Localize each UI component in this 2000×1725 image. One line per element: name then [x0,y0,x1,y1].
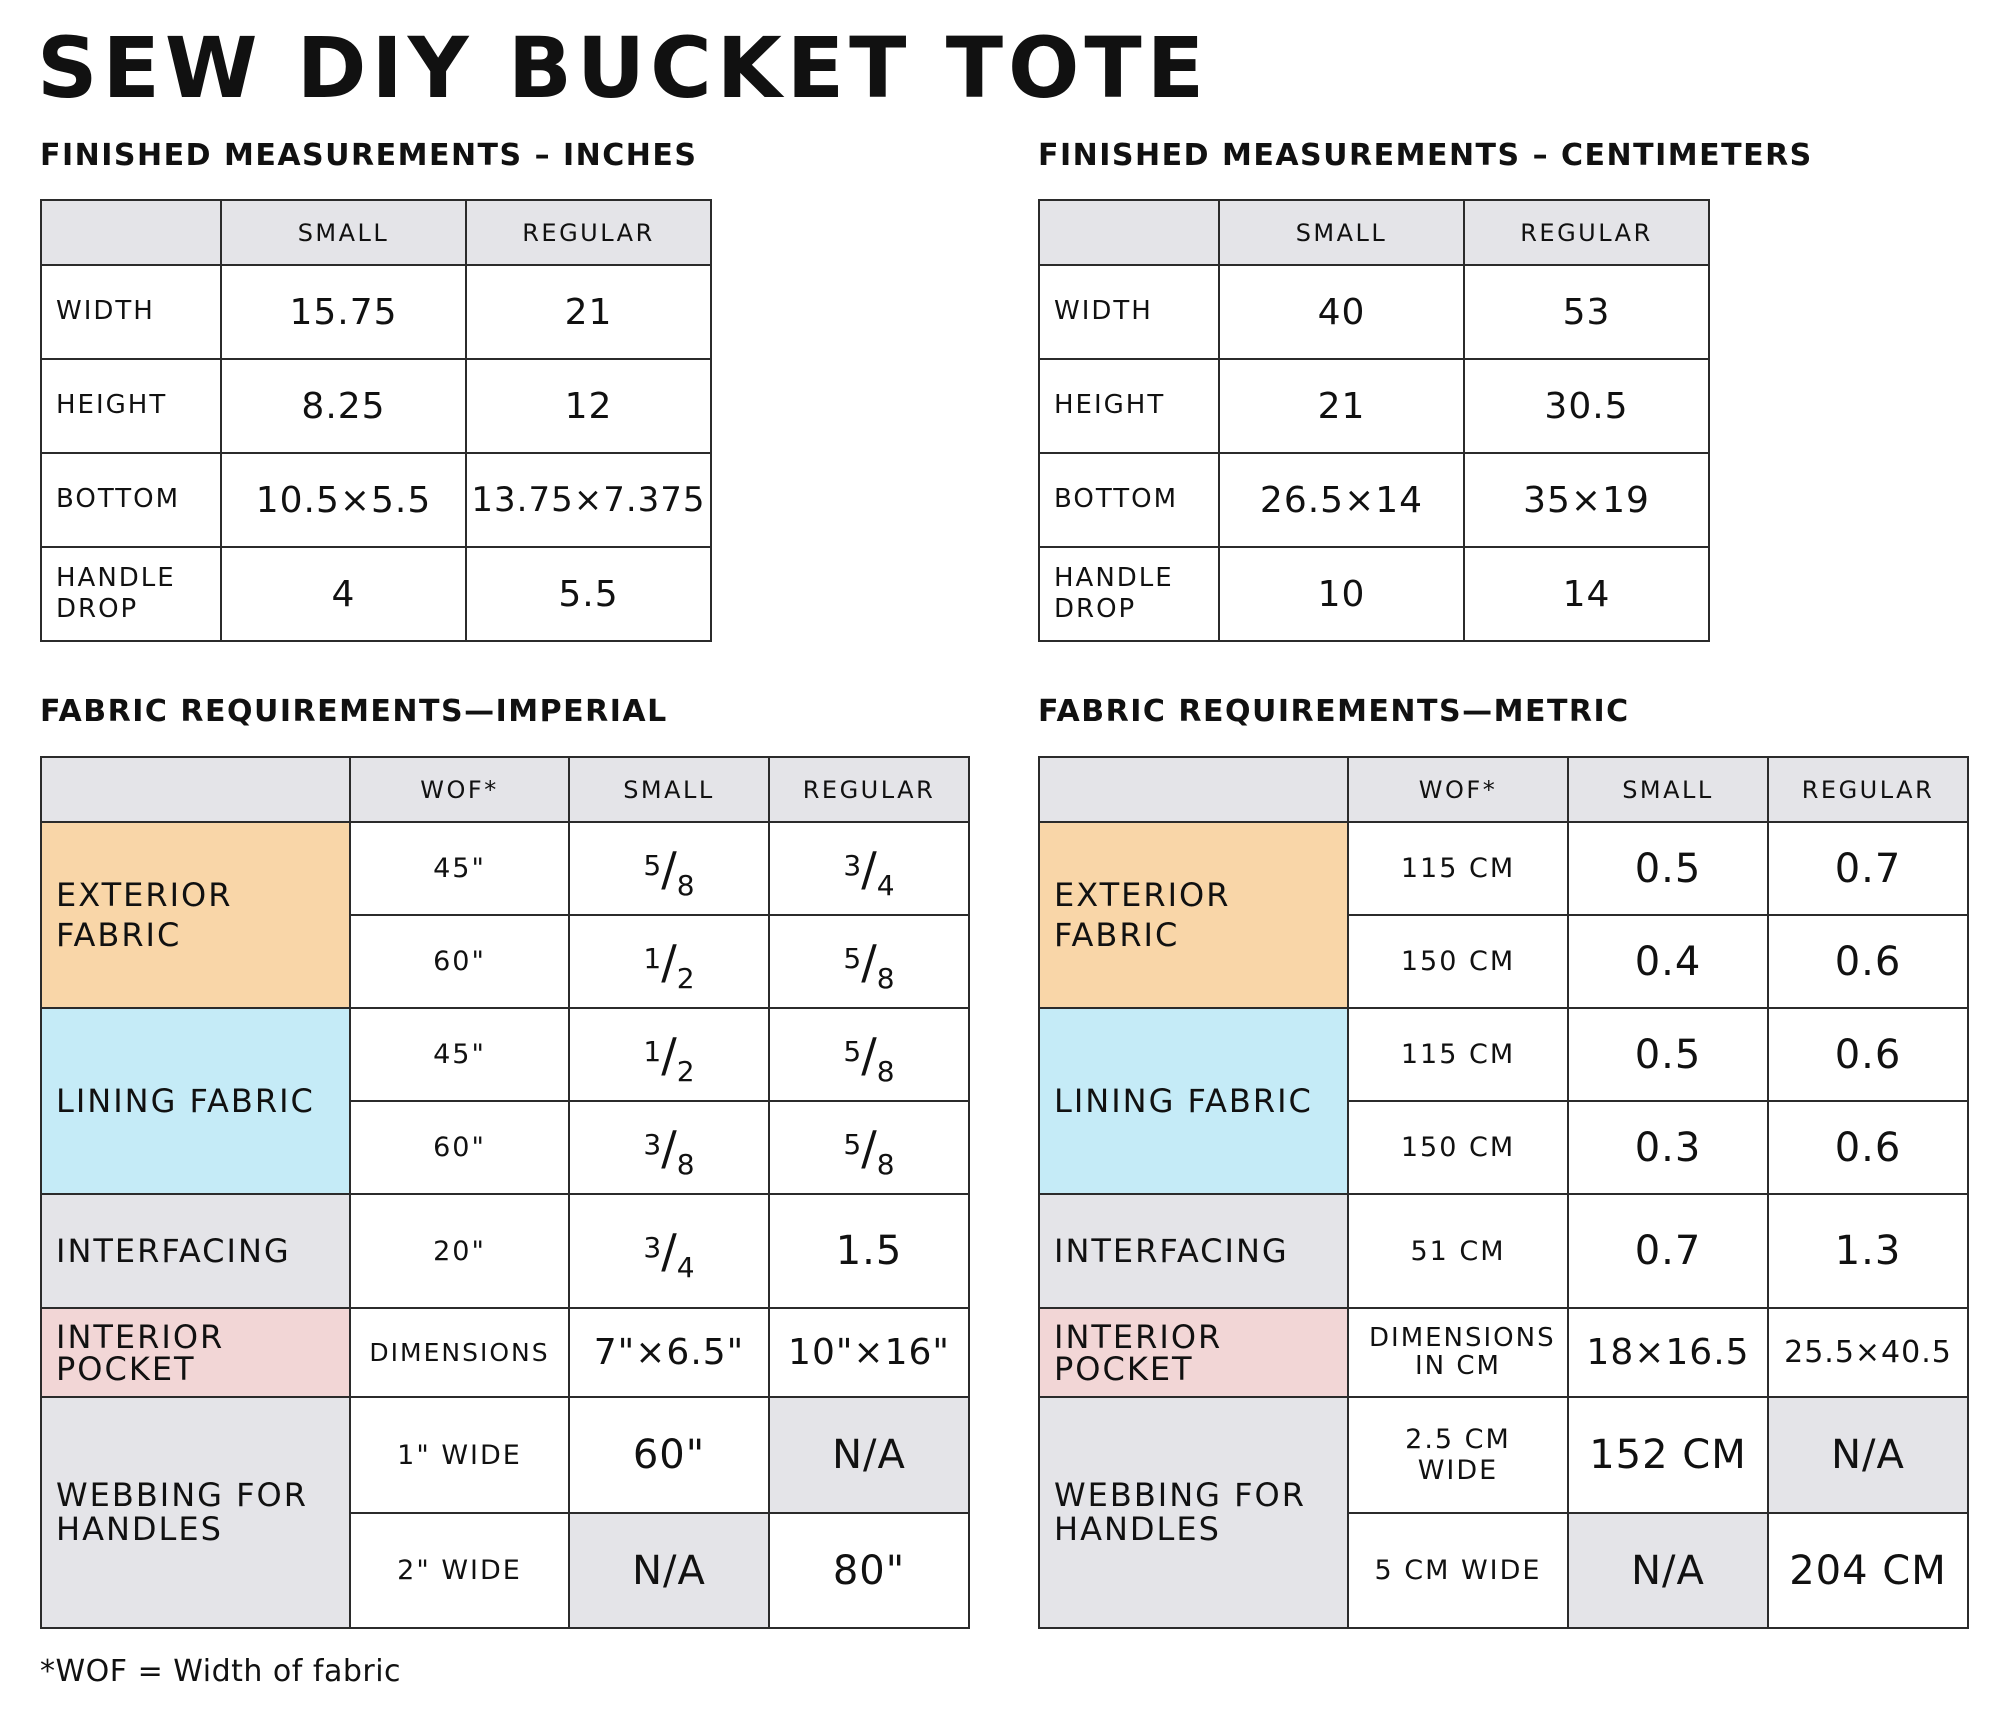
fraction: $^5/_8$ [643,841,695,902]
page-title: SEW DIY BUCKET TOTE [37,19,1210,117]
small-value [569,1194,769,1308]
regular-value [769,1101,969,1194]
wof-value: 45" [350,822,569,915]
wof-value: DIMENSIONS IN CM [1348,1308,1568,1397]
lining-fabric-label: LINING FABRIC [1039,1008,1348,1194]
row-label: HEIGHT [41,359,221,453]
table-row [41,1008,969,1101]
webbing-label: WEBBING FOR HANDLES [41,1397,350,1628]
wof-value: 51 CM [1348,1194,1568,1308]
header-blank [1039,200,1219,265]
small-value: 10.5×5.5 [221,453,466,547]
small-value: 0.3 [1568,1101,1768,1194]
small-value: 0.4 [1568,915,1768,1008]
regular-value: 21 [466,265,711,359]
exterior-fabric-label: EXTERIOR FABRIC [41,822,350,1008]
lining-fabric-label: LINING FABRIC [41,1008,350,1194]
row-label: BOTTOM [1039,453,1219,547]
header-wof: WOF* [1348,757,1568,822]
header-small: SMALL [569,757,769,822]
row-label: WIDTH [41,265,221,359]
wof-value: 115 CM [1348,1008,1568,1101]
wof-value: DIMENSIONS [350,1308,569,1397]
regular-value: 0.6 [1768,1008,1968,1101]
small-value: N/A [569,1513,769,1628]
table-row [41,1308,969,1397]
regular-value: 0.7 [1768,822,1968,915]
regular-value [769,915,969,1008]
table-row [41,359,711,453]
table-row [1039,265,1709,359]
small-value: 60" [569,1397,769,1513]
small-value: 0.5 [1568,1008,1768,1101]
row-label: BOTTOM [41,453,221,547]
fraction: $^1/_2$ [643,934,695,995]
small-value: 0.7 [1568,1194,1768,1308]
regular-value: 35×19 [1464,453,1709,547]
table-row [41,453,711,547]
small-value: 26.5×14 [1219,453,1464,547]
finished-cm-heading: FINISHED MEASUREMENTS – CENTIMETERS [1038,138,1813,173]
regular-value: 12 [466,359,711,453]
regular-value: 0.6 [1768,1101,1968,1194]
regular-value: 25.5×40.5 [1768,1308,1968,1397]
small-value [569,822,769,915]
small-value: 40 [1219,265,1464,359]
small-value: 152 CM [1568,1397,1768,1513]
fraction: $^3/_4$ [643,1224,695,1284]
header-regular: REGULAR [1464,200,1709,265]
regular-value: 53 [1464,265,1709,359]
interfacing-label: INTERFACING [41,1194,350,1308]
fraction: $^3/_8$ [643,1120,695,1181]
wof-value: 60" [350,1101,569,1194]
row-label: WIDTH [1039,265,1219,359]
header-regular: REGULAR [769,757,969,822]
finished-inches-table [40,199,712,642]
table-row [1039,1008,1968,1101]
regular-value: 13.75×7.375 [466,453,711,547]
header-small: SMALL [1219,200,1464,265]
fraction: $^5/_8$ [843,1120,895,1181]
regular-value [769,1008,969,1101]
header-blank [1039,757,1348,822]
table-row [1039,1397,1968,1513]
small-value: 4 [221,547,466,641]
regular-value: 204 CM [1768,1513,1968,1628]
regular-value: N/A [1768,1397,1968,1513]
regular-value: 10"×16" [769,1308,969,1397]
table-row [1039,453,1709,547]
small-value [569,1008,769,1101]
finished-inches-heading: FINISHED MEASUREMENTS – INCHES [40,138,698,173]
table-row [1039,547,1709,641]
regular-value: 1.5 [769,1194,969,1308]
header-regular: REGULAR [466,200,711,265]
table-row [1039,1308,1968,1397]
fraction: $^3/_4$ [843,841,895,902]
fabric-imperial-heading: FABRIC REQUIREMENTS—IMPERIAL [40,694,668,729]
webbing-label: WEBBING FOR HANDLES [1039,1397,1348,1628]
wof-value: 150 CM [1348,1101,1568,1194]
interior-pocket-label: INTERIOR POCKET [41,1308,350,1397]
wof-value: 115 CM [1348,822,1568,915]
regular-value: 30.5 [1464,359,1709,453]
small-value: 18×16.5 [1568,1308,1768,1397]
header-small: SMALL [221,200,466,265]
regular-value: 5.5 [466,547,711,641]
table-row [41,822,969,915]
regular-value: N/A [769,1397,969,1513]
fabric-metric-table [1038,756,1969,1629]
table-row [1039,822,1968,915]
regular-value: 14 [1464,547,1709,641]
header-wof: WOF* [350,757,569,822]
header-regular: REGULAR [1768,757,1968,822]
small-value: 7"×6.5" [569,1308,769,1397]
wof-value: 1" WIDE [350,1397,569,1513]
wof-value: 5 CM WIDE [1348,1513,1568,1628]
small-value: 0.5 [1568,822,1768,915]
table-row [41,265,711,359]
small-value: N/A [1568,1513,1768,1628]
wof-value: 60" [350,915,569,1008]
fraction: $^5/_8$ [843,1027,895,1088]
fraction: $^1/_2$ [643,1027,695,1088]
small-value [569,1101,769,1194]
interfacing-label: INTERFACING [1039,1194,1348,1308]
table-row [1039,1194,1968,1308]
small-value: 21 [1219,359,1464,453]
exterior-fabric-label: EXTERIOR FABRIC [1039,822,1348,1008]
regular-value [769,822,969,915]
small-value [569,915,769,1008]
wof-value: 2" WIDE [350,1513,569,1628]
table-row [41,547,711,641]
header-blank [41,757,350,822]
footnote: *WOF = Width of fabric [40,1654,402,1689]
table-row [41,1397,969,1513]
header-blank [41,200,221,265]
small-value: 10 [1219,547,1464,641]
wof-value: 150 CM [1348,915,1568,1008]
wof-value: 2.5 CM WIDE [1348,1397,1568,1513]
small-value: 8.25 [221,359,466,453]
row-label: HANDLE DROP [41,547,221,641]
table-row [41,1194,969,1308]
wof-value: 20" [350,1194,569,1308]
interior-pocket-label: INTERIOR POCKET [1039,1308,1348,1397]
fraction: $^5/_8$ [843,934,895,995]
header-small: SMALL [1568,757,1768,822]
regular-value: 0.6 [1768,915,1968,1008]
fabric-imperial-table [40,756,970,1629]
fabric-metric-heading: FABRIC REQUIREMENTS—METRIC [1038,694,1630,729]
row-label: HEIGHT [1039,359,1219,453]
regular-value: 1.3 [1768,1194,1968,1308]
table-row [1039,359,1709,453]
finished-cm-table [1038,199,1710,642]
regular-value: 80" [769,1513,969,1628]
row-label: HANDLE DROP [1039,547,1219,641]
wof-value: 45" [350,1008,569,1101]
small-value: 15.75 [221,265,466,359]
